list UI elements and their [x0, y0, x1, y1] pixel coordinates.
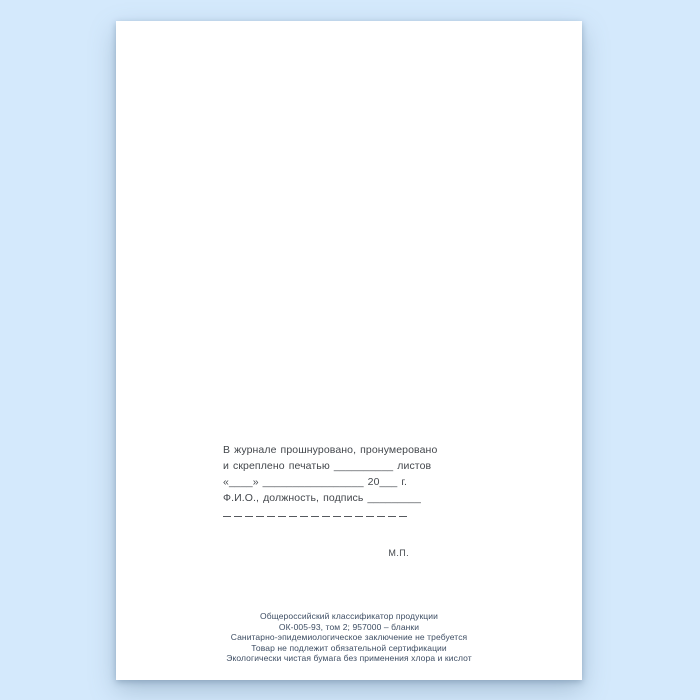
binding-text-line-4: Ф.И.О., должность, подпись _________ — [223, 492, 421, 504]
stamp-place-label: М.П. — [388, 548, 409, 558]
print-info-line-3: Санитарно-эпидемиологическое заключение не требуется — [230, 632, 468, 642]
print-info-line-5: Экологически чистая бумага без применения хлора и кислот — [226, 653, 472, 663]
fill-in-dashed-line — [223, 516, 409, 517]
print-info-line-1: Общероссийский классификатор продукции — [260, 611, 438, 621]
binding-text-line-2: и скреплено печатью __________ листов — [223, 460, 432, 472]
journal-back-page — [116, 21, 582, 680]
binding-record-block — [223, 442, 438, 517]
print-info-line-4: Товар не подлежит обязательной сертификации — [251, 642, 447, 653]
binding-text-line-1: В журнале прошнуровано, пронумеровано — [223, 444, 438, 456]
print-info-block — [116, 611, 582, 664]
print-info-line-2: ОК-005-93, том 2; 957000 – бланки — [278, 621, 420, 632]
binding-text-line-3: «____» _________________ 20___ г. — [223, 476, 408, 488]
